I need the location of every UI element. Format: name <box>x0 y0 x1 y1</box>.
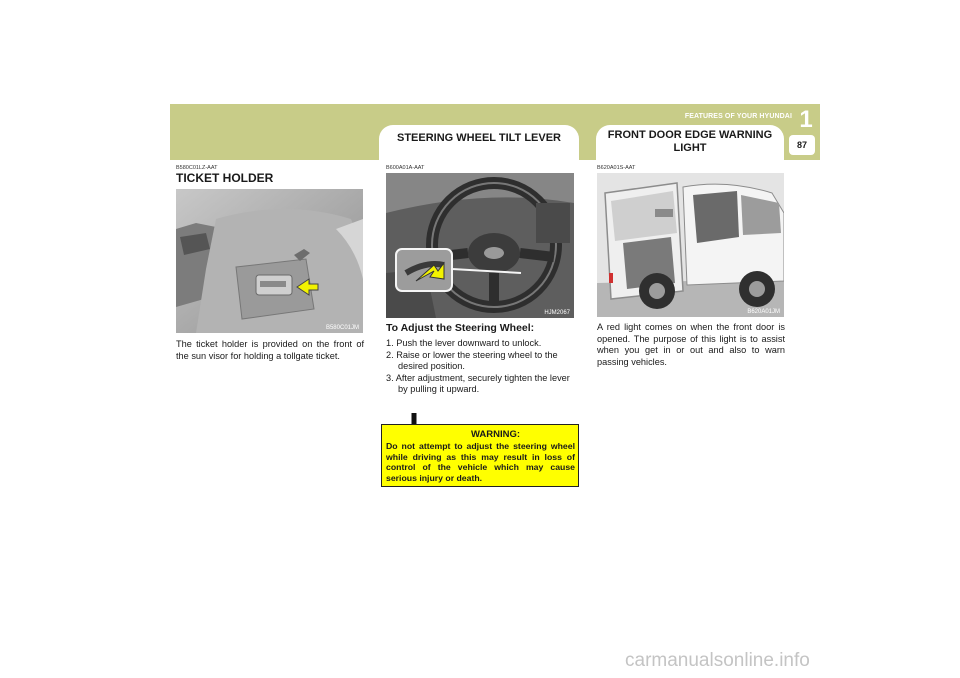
steering-wheel-illustration <box>386 173 574 318</box>
chapter-title: FEATURES OF YOUR HYUNDAI <box>684 113 792 120</box>
list-item: 1. Push the lever downward to unlock. <box>386 338 542 348</box>
ticket-holder-heading: TICKET HOLDER <box>176 171 274 185</box>
steering-wheel-photo <box>386 173 574 318</box>
car-door-photo <box>597 173 784 317</box>
car-door-illustration <box>597 173 784 317</box>
warning-title: WARNING: <box>470 429 521 440</box>
steering-code: B600A01A-AAT <box>386 165 425 171</box>
warning-box <box>381 424 579 487</box>
page-number: 87 <box>789 135 815 155</box>
tab-steering-label: STEERING WHEEL TILT LEVER <box>397 132 561 144</box>
sun-visor-illustration <box>176 189 363 333</box>
steering-steps <box>386 338 574 396</box>
ticket-holder-body: The ticket holder is provided on the front of the sun visor for holding a tollgate ticket. <box>176 339 364 361</box>
ticket-holder-code: B580C01LZ-AAT <box>176 165 218 171</box>
tab-door-label-line1: FRONT DOOR EDGE WARNING <box>607 129 773 141</box>
sun-visor-photo <box>176 189 363 333</box>
steering-subheading: To Adjust the Steering Wheel: <box>386 322 535 334</box>
tab-front-door-edge-warning-light <box>596 125 784 160</box>
tab-door-label-line2: LIGHT <box>673 142 707 154</box>
door-light-code: B620A01S-AAT <box>597 165 636 171</box>
list-item: 3. After adjustment, securely tighten the lever by pulling it upward. <box>386 372 570 395</box>
tab-steering-wheel-tilt-lever <box>379 125 579 160</box>
section-number: 1 <box>799 106 813 133</box>
steering-image-caption: HJM2067 <box>544 310 570 316</box>
warning-text: Do not attempt to adjust the steering wheel while driving as this may result in loss of control of the vehicle which may cause serious injury or death. <box>386 441 575 483</box>
watermark: carmanualsonline.info <box>625 650 810 671</box>
ticket-holder-image-caption: B580C01JM <box>325 325 359 331</box>
door-light-body: A red light comes on when the front door is opened. The purpose of this light is to assist when you get in or out and also to warn passing vehicles. <box>597 322 785 367</box>
list-item: 2. Raise or lower the steering wheel to the desired position. <box>386 349 558 372</box>
door-light-image-caption: B620A01JM <box>747 309 780 315</box>
